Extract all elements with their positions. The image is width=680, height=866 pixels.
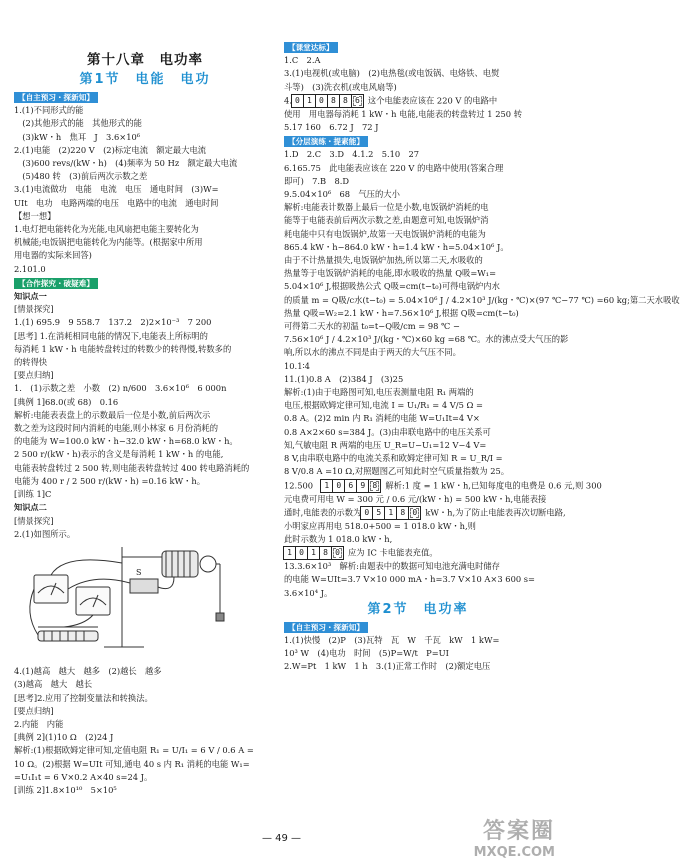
- answer-line: 7.56×10⁶ J / 4.2×10³ J/(kg・℃)×60 kg =68 ℃。水的沸点受大气压的影: [284, 334, 569, 345]
- answers-block-rg: [284, 634, 552, 674]
- answer-line: 11.(1)0.8 A (2)384 J (3)25: [284, 373, 404, 384]
- answer-line: UIt 电功 电路两端的电压 电路中的电流 通电时间: [14, 197, 219, 208]
- answer-line: 电能为 400 r / 2 500 r/(kW・h) =0.16 kW・h。: [14, 475, 206, 486]
- answer-line: 【想一想】: [14, 210, 56, 221]
- answer-text: 解析:1 度 = 1 kW・h,已知每度电的电费是 0.6 元,则 300: [385, 480, 602, 490]
- answer-line: 2.(1)电能 (2)220 V (2)标定电流 额定最大电流: [14, 144, 207, 155]
- meter-digit: 0: [315, 94, 328, 108]
- answer-line: 3.(1)电流做功 电能 电流 电压 通电时间 (3)W=: [14, 184, 219, 195]
- meter-display: [361, 506, 421, 520]
- answer-line: [思考]2.应用了控制变量法和转换法。: [14, 692, 153, 703]
- answer-line: [典例 1]68.0(或 68) 0.16: [14, 396, 119, 407]
- meter-line-4: 4. 0 1 0 8 8 6 这个电能表应该在 220 V 的电路中: [284, 94, 552, 108]
- answer-line: 数之差为这段时间内消耗的电能,则小林家 6 月份消耗的: [14, 423, 219, 434]
- switch-label: S: [136, 567, 142, 577]
- answer-line: 1.(1)不同形式的能: [14, 105, 84, 116]
- answer-text: 应为 IC 卡电能表充值。: [348, 547, 438, 558]
- answer-line: 6.165.75 此电能表应该在 220 V 的电路中使用(答案合理: [284, 162, 504, 173]
- tag-class: 【课堂达标】: [284, 42, 338, 53]
- answer-line: 响,所以水的沸点不同是由于两天的大气压不同。: [284, 347, 461, 358]
- answer-line: 1.电灯把电能转化为光能,电风扇把电能主要转化为: [14, 224, 199, 235]
- answer-line: 8 V/0.8 A =10 Ω,对照题图乙可知此时空气质量指数为 25。: [284, 466, 510, 477]
- answer-line: 13.3.6×10³ 解析:由题表中的数据可知电池充满电时储存: [284, 561, 500, 572]
- circuit-diagram-icon: [24, 543, 264, 661]
- q12-meter3-line: [284, 546, 552, 560]
- meter-display: [292, 94, 364, 108]
- answer-line: 10³ W (4)电功 时间 (5)P=W/t P=UI: [284, 648, 449, 659]
- answer-line: 可得第二天水的初温 t₀=t−Q吸/cm = 98 ℃ −: [284, 321, 460, 332]
- answer-line: [思考] 1.在消耗相同电能的情况下,电能表上所标明的: [14, 330, 208, 341]
- answer-line: 即可) 7.B 8.D: [284, 175, 350, 186]
- answer-line: 每消耗 1 kW・h 电能转盘转过的转数少的转得慢,转数多的: [14, 343, 232, 354]
- answer-line: 0.8 A×2×60 s=384 J。(3)由串联电路中的电压关系可: [284, 426, 491, 437]
- circuit-figure: [24, 543, 276, 665]
- answer-line: [情景探究]: [14, 515, 54, 526]
- section-2-title: 第2节 电功率: [367, 601, 469, 617]
- answer-line: 解析:(1)由于电路图可知,电压表测量电阻 R₁ 两端的: [284, 387, 474, 398]
- answer-line: 1. (1)示数之差 小数 (2) n/600 3.6×10⁶ 6 000n: [14, 383, 227, 394]
- answer-line: 5.04×10⁶ J,根据吸热公式 Q吸=cm(t−t₀)可得电锅炉内水: [284, 281, 500, 292]
- tag-layer: 【分层演练・提素能】: [284, 136, 368, 147]
- meter-digit: 5: [372, 506, 385, 520]
- answers-block-a: [14, 104, 276, 276]
- answer-line: 热量等于电饭锅炉消耗的电能,即水吸收的热量 Q吸=W₁=: [284, 268, 497, 279]
- answer-line: 的转得快: [14, 357, 48, 368]
- meter-digit: 0: [360, 506, 373, 520]
- meter-digit: 0: [331, 546, 344, 560]
- meter-digit: 0: [291, 94, 304, 108]
- answer-line: 此时示数为 1 018.0 kW・h,: [284, 533, 393, 544]
- answer-line: 1.(1)快慢 (2)P (3)瓦特 瓦 W 千瓦 kW 1 kW=: [284, 634, 500, 645]
- answer-line: 的质量 m = Q吸/c水(t−t₀) = 5.04×10⁶ J / 4.2×10³ J/(kg・℃)×(97 ℃−77 ℃) =60 kg;第二天水吸收: [284, 294, 680, 305]
- answer-line: 电压,根据欧姆定律可知,电流 I = U₁/R₁ = 4 V/5 Ω =: [284, 400, 483, 411]
- answer-line: [要点归纳]: [14, 370, 54, 381]
- right-column: [284, 40, 680, 674]
- answer-line: 机械能;电饭锅把电能转化为内能等。(根据家中所用: [14, 237, 203, 248]
- answer-line: 10.1∶4: [284, 360, 310, 371]
- watermark-brand: 答案圈: [482, 819, 555, 844]
- answer-line: 8 V,由串联电路中的电流关系和欧姆定律可知 R = U_R/I =: [284, 453, 503, 464]
- answer-line: 元电费可用电 W = 300 元 / 0.6 元/(kW・h) = 500 kW・h,电能表接: [284, 493, 547, 504]
- answer-line: 1.C 2.A: [284, 55, 321, 66]
- answer-line: 解析:电能表计数器上最后一位是小数,电饭锅炉消耗的电: [284, 202, 489, 213]
- answer-line: 865.4 kW・h−864.0 kW・h=1.4 kW・h=5.04×10⁶ J。: [284, 241, 509, 252]
- answer-line: [训练 2]1.8×10¹⁰ 5×10⁵: [14, 784, 117, 795]
- tag-self-preview-2: 【自主预习・探新知】: [284, 622, 368, 633]
- left-column: [14, 40, 276, 797]
- answer-line: [典例 2](1)10 Ω (2)24 J: [14, 732, 114, 743]
- answer-line: [要点归纳]: [14, 705, 54, 716]
- answer-line: 2.W=Pt 1 kW 1 h 3.(1)正常工作时 (2)额定电压: [284, 661, 491, 672]
- answers-block-b: [14, 303, 276, 501]
- meter-digit: 1: [320, 479, 333, 493]
- answer-line: 3.(1)电视机(或电脑) (2)电热毯(或电饭锅、电烙铁、电熨: [284, 68, 500, 79]
- knowledge-point-2: 知识点二: [14, 502, 47, 513]
- meter-digit: 6: [351, 94, 364, 108]
- answer-line: =U₁I₁t = 6 V×0.2 A×40 s=24 J。: [14, 771, 153, 782]
- q12-meter2-line: [284, 506, 566, 520]
- meter-digit: 0: [295, 546, 308, 560]
- answer-line: 用电器的实际来回答): [14, 250, 92, 261]
- answer-line: [情景探究]: [14, 304, 54, 315]
- answers-block-rf: [284, 560, 552, 600]
- meter-display: [321, 479, 381, 493]
- q12-line: [284, 479, 602, 493]
- answer-line: 小明家应再用电 518.0+500 = 1 018.0 kW・h,则: [284, 520, 476, 531]
- answers-block-c: [14, 515, 276, 541]
- answer-line: 10 Ω。(2)根据 W=UIt 可知,通电 40 s 内 R₁ 消耗的电能 W₁=: [14, 758, 250, 769]
- answer-line: 5.17 160 6.72 J 72 J: [284, 122, 379, 133]
- answer-line: (5)480 转 (3)前后两次示数之差: [14, 171, 148, 182]
- answer-line: (3)越高 越大 越长: [14, 679, 93, 690]
- answer-line: 解析:电能表表盘上的示数最后一位是小数,前后两次示: [14, 409, 211, 420]
- meter-digit: 9: [356, 479, 369, 493]
- answer-line: (2)其他形式的能 其他形式的能: [14, 118, 142, 129]
- answer-text: 这个电能表应该在 220 V 的电路中: [367, 95, 498, 106]
- answer-line: [训练 1]C: [14, 489, 52, 500]
- answer-line: 2 500 r/(kW・h)表示的含义是每消耗 1 kW・h 的电能,: [14, 449, 224, 460]
- answer-line: 的电能为 W=100.0 kW・h−32.0 kW・h=68.0 kW・h。: [14, 436, 238, 447]
- answer-line: 斗等) (3)洗衣机(或电风扇等): [284, 81, 397, 92]
- answer-line: 1.(1) 695.9 9 558.7 137.2 2)2×10⁻³ 7 200: [14, 317, 212, 328]
- answer-line: 电能表转盘转过 2 500 转,则电能表转盘转过 400 转电路消耗的: [14, 462, 250, 473]
- answers-block-d: [14, 665, 276, 797]
- answer-line: 知,气敏电阻 R 两端的电压 U_R=U−U₁=12 V−4 V=: [284, 439, 487, 450]
- answer-line: 2.内能 内能: [14, 718, 64, 729]
- section-title: 第1节 电能 电功: [79, 72, 211, 87]
- tag-coop: 【合作探究・破疑难】: [14, 278, 98, 289]
- meter-digit: 0: [332, 479, 345, 493]
- meter-digit: 8: [319, 546, 332, 560]
- tag-self-preview: 【自主预习・探新知】: [14, 92, 98, 103]
- answers-block-ra: [284, 54, 552, 94]
- answer-line: 9.5.04×10⁶ 68 气压的大小: [284, 189, 400, 200]
- answer-line: 0.8 A。(2)2 min 内 R₁ 消耗的电能 W=U₁It=4 V×: [284, 413, 480, 424]
- meter-digit: 8: [327, 94, 340, 108]
- meter-digit: 1: [283, 546, 296, 560]
- knowledge-point-1: 知识点一: [14, 291, 47, 302]
- meter-digit: 1: [303, 94, 316, 108]
- answers-block-rc: [284, 148, 680, 478]
- meter-digit: 8: [368, 479, 381, 493]
- answer-text: 通时,电能表的示数为: [284, 507, 362, 518]
- answer-text: 12.500: [284, 480, 314, 490]
- meter-digit: 6: [344, 479, 357, 493]
- answer-line: 4.(1)越高 越大 越多 (2)越长 越多: [14, 666, 162, 677]
- answer-line: 2.(1)如图所示。: [14, 528, 76, 539]
- answer-line: (3)kW・h 焦耳 J 3.6×10⁶: [14, 131, 141, 142]
- answer-line: 耗电能中只有电饭锅炉,故第一天电饭锅炉消耗的电能为: [284, 228, 486, 239]
- answer-line: (3)600 revs/(kW・h) (4)频率为 50 Hz 额定最大电流: [14, 158, 238, 169]
- meter-digit: 8: [339, 94, 352, 108]
- meter-digit: 1: [307, 546, 320, 560]
- page-number: — 49 —: [0, 833, 563, 844]
- chapter-title: 第十八章 电功率: [87, 52, 203, 68]
- answer-line: 解析:(1)根据欧姆定律可知,定值电阻 R₁ = U/I₁ = 6 V / 0.6 A =: [14, 745, 254, 756]
- watermark-text: MXQE.COM: [473, 845, 555, 860]
- answer-line: 3.6×10⁴ J。: [284, 587, 333, 598]
- answer-line: 1.D 2.C 3.D 4.1.2 5.10 27: [284, 149, 420, 160]
- answer-line: 热量 Q吸=W₂=2.1 kW・h=7.56×10⁶ J,根据 Q吸=cm(t−t₀): [284, 307, 519, 318]
- answer-text: kW・h,为了防止电能表再次切断电路,: [425, 507, 566, 518]
- answer-line: 由于不计热量损失,电饭锅炉加热,所以第二天,水吸收的: [284, 255, 483, 266]
- answer-line: 能等于电能表前后两次示数之差,由题意可知,电饭锅炉消: [284, 215, 489, 226]
- answer-line: 的电能 W=UIt=3.7 V×10 000 mA・h=3.7 V×10 A×3 600 s=: [284, 574, 535, 585]
- meter-display: [284, 546, 344, 560]
- watermark: [474, 814, 555, 860]
- answer-line: 2.101.0: [14, 263, 46, 274]
- meter-digit: 1: [384, 506, 397, 520]
- meter-digit: 0: [408, 506, 421, 520]
- answer-line: 使用 用电器每消耗 1 kW・h 电能,电能表的转盘转过 1 250 转: [284, 108, 522, 119]
- meter-digit: 8: [396, 506, 409, 520]
- answers-block-rb: [284, 108, 552, 134]
